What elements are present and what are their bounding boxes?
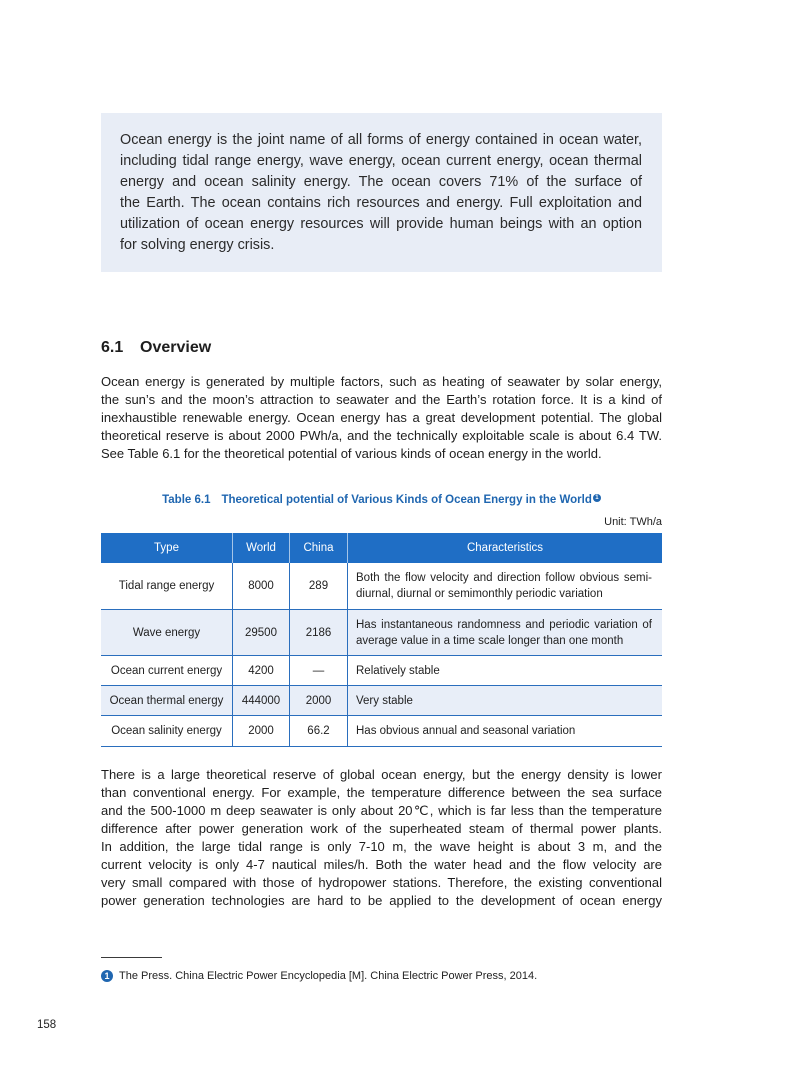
cell-type: Tidal range energy bbox=[118, 580, 215, 592]
table-caption bbox=[101, 493, 662, 507]
paragraph-line: Ocean energy is generated by multiple factors, such as heating of seawater by solar energy, bbox=[101, 374, 662, 389]
cell-characteristics bbox=[347, 563, 662, 609]
characteristics-line: average value in a time scale longer than one month bbox=[356, 634, 624, 647]
cell-china: 2186 bbox=[289, 610, 347, 655]
cell-world: 444000 bbox=[232, 686, 289, 715]
cell-characteristics bbox=[347, 716, 662, 746]
footnote-reference-icon: 1 bbox=[593, 494, 601, 502]
intro-line: the Earth. The ocean contains rich resources and energy. Full exploitation and bbox=[120, 195, 642, 211]
intro-line: utilization of ocean energy resources will provide human beings with an option bbox=[120, 216, 642, 232]
cell-world: 2000 bbox=[232, 716, 289, 746]
cell-world: 29500 bbox=[232, 610, 289, 655]
cell-china: 289 bbox=[289, 563, 347, 609]
paragraph-line: current velocity is only 4-7 nautical miles/h. Both the water head and the flow velocity are bbox=[101, 857, 662, 872]
table-header-row bbox=[101, 533, 662, 563]
footnote-text: The Press. China Electric Power Encyclopedia [M]. China Electric Power Press, 2014. bbox=[119, 970, 538, 982]
cell-type: Ocean thermal energy bbox=[109, 694, 224, 707]
paragraph-line: the sun’s and the moon’s attraction to seawater and the Earth’s rotation force. It is a kind of bbox=[101, 392, 662, 407]
paragraph-line: inexhaustible renewable energy. Ocean energy has a great development potential. The global bbox=[101, 410, 662, 425]
intro-line: Ocean energy is the joint name of all forms of energy contained in ocean water, bbox=[120, 132, 642, 148]
table-unit: Unit: TWh/a bbox=[604, 516, 662, 528]
characteristics-line: Very stable bbox=[356, 694, 413, 707]
characteristics-line: Relatively stable bbox=[356, 664, 440, 677]
table-caption-label: Table 6.1 bbox=[162, 494, 211, 506]
header-characteristics: Characteristics bbox=[347, 533, 662, 563]
cell-characteristics bbox=[347, 686, 662, 715]
cell-type: Wave energy bbox=[132, 626, 201, 639]
energy-potential-table bbox=[101, 533, 662, 747]
table-row bbox=[101, 656, 662, 686]
intro-text bbox=[120, 130, 642, 256]
header-type: Type bbox=[154, 542, 179, 554]
paragraph-2 bbox=[101, 766, 662, 910]
characteristics-line: Has obvious annual and seasonal variation bbox=[356, 725, 576, 737]
footnote-divider bbox=[101, 957, 162, 958]
table-row bbox=[101, 686, 662, 716]
header-world: World bbox=[232, 533, 289, 563]
table-row bbox=[101, 563, 662, 610]
paragraph-line: very small compared with those of hydropower stations. Therefore, the existing conventional bbox=[101, 875, 662, 890]
paragraph-line: than conventional energy. For example, the temperature difference between the sea surface bbox=[101, 785, 662, 800]
cell-china: 2000 bbox=[289, 686, 347, 715]
characteristics-line: diurnal, diurnal or semimonthly periodic variation bbox=[356, 588, 603, 600]
cell-characteristics bbox=[347, 610, 662, 655]
cell-type: Ocean salinity energy bbox=[111, 725, 222, 737]
paragraph-line: and the 500-1000 m deep seawater is only about 20℃, which is far less than the temperature bbox=[101, 803, 662, 818]
cell-china: 66.2 bbox=[289, 716, 347, 746]
intro-line: including tidal range energy, wave energy, ocean current energy, ocean thermal bbox=[120, 153, 642, 169]
paragraph-line: power generation technologies are hard to be applied to the development of ocean energy bbox=[101, 893, 662, 908]
paragraph-line: In addition, the large tidal range is only 7-10 m, the wave height is about 3 m, and the bbox=[101, 839, 662, 854]
intro-line: for solving energy crisis. bbox=[120, 237, 275, 253]
characteristics-line: Both the flow velocity and direction follow obvious semi- bbox=[356, 572, 652, 584]
footnote-number-icon: 1 bbox=[101, 970, 113, 982]
characteristics-line: Has instantaneous randomness and periodic variation of bbox=[356, 618, 652, 631]
intro-line: energy and ocean salinity energy. The ocean covers 71% of the surface of bbox=[120, 174, 642, 190]
cell-china: — bbox=[289, 656, 347, 685]
cell-world: 4200 bbox=[232, 656, 289, 685]
table-row bbox=[101, 716, 662, 747]
cell-characteristics bbox=[347, 656, 662, 685]
cell-world: 8000 bbox=[232, 563, 289, 609]
paragraph-line: difference after power generation work of the superheated steam of thermal power plants. bbox=[101, 821, 662, 836]
table-row bbox=[101, 610, 662, 656]
section-number: 6.1 bbox=[101, 339, 124, 356]
paragraph-line: See Table 6.1 for the theoretical potential of various kinds of ocean energy in the world. bbox=[101, 446, 602, 461]
header-china: China bbox=[289, 533, 347, 563]
section-heading bbox=[101, 337, 401, 359]
paragraph-line: theoretical reserve is about 2000 PWh/a, and the technically exploitable scale is about 6.4 TW. bbox=[101, 428, 662, 443]
intro-box bbox=[101, 113, 662, 272]
paragraph-1 bbox=[101, 373, 662, 463]
table-caption-title: Theoretical potential of Various Kinds of Ocean Energy in the World bbox=[221, 494, 592, 506]
cell-type: Ocean current energy bbox=[110, 664, 223, 677]
page-number: 158 bbox=[37, 1019, 57, 1031]
section-title: Overview bbox=[140, 339, 212, 356]
paragraph-line: There is a large theoretical reserve of global ocean energy, but the energy density is lower bbox=[101, 767, 662, 782]
